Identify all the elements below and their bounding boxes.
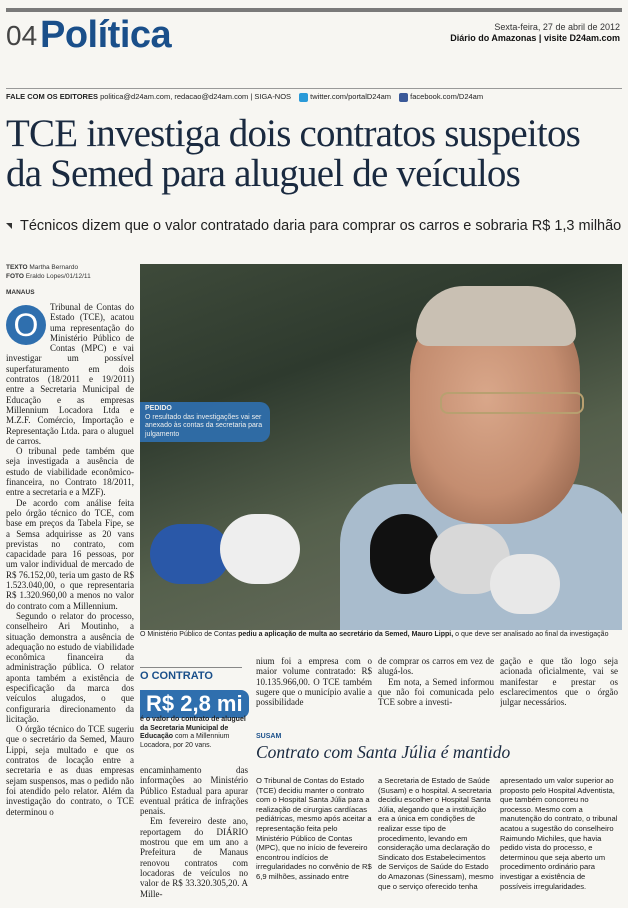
subhead xyxy=(6,218,622,234)
photo-caption xyxy=(140,631,622,640)
dropcap: O xyxy=(6,305,46,345)
sidebar-section: O CONTRATO xyxy=(140,667,242,682)
contact-emails[interactable]: politica@d24am.com, redacao@d24am.com | SIGA-NOS xyxy=(100,92,292,101)
contact-label: FALE COM OS EDITORES xyxy=(6,92,98,101)
dateline: MANAUS xyxy=(6,289,35,296)
article-column-2 xyxy=(140,765,248,905)
edition-date: Sexta-feira, 27 de abril de 2012 xyxy=(494,22,620,32)
paragraph: De acordo com análise feita pelo órgão técnico do TCE, com base em preços da Tabela Fipe, se a Semsa adquirisse as 20 vans previstas no contrato, com capacidade para 16 pessoas, por um valor individual de mercado de R$ 76.152,00, teria um gasto de R$ 1.523.040,00, o que representaria R$ 1.320.960,00 a menos no valor do contrato com a Millennium. xyxy=(6,497,134,611)
paragraph: gação e que tão logo seja acionada oficialmente, vai se manifestar e prestar os esclarecimentos que o órgão julgar necessários. xyxy=(500,656,618,708)
headline: TCE investiga dois contratos suspeitos da Semed para aluguel de veículos xyxy=(6,112,581,195)
microphone-icon xyxy=(490,554,560,614)
paragraph: O tribunal pede também que seja investigada a ausência de estudo de viabilidade econômico-financeira, no Contrato 18/2011, entre a secretaria e a MZF). xyxy=(6,446,134,498)
facebook-link[interactable]: facebook.com/D24am xyxy=(410,92,484,101)
photo-label: FOTO xyxy=(6,273,24,280)
susam-column-3: apresentado um valor superior ao proposto pelo Hospital Adventista, que também concorreu no processo. Mesmo com a manutenção do contrato, o tribunal acatou a sugestão do conselheiro Raimundo Michiles, que havia pedido vista do processo, e determinou que seja aberto um procedimento ordinário para investigar a existência de possíveis irregularidades. xyxy=(500,776,618,891)
triangle-icon xyxy=(6,223,12,229)
article-column-4 xyxy=(378,656,494,731)
facebook-icon xyxy=(399,93,408,102)
photo-glasses xyxy=(440,392,584,414)
callout-title: PEDIDO xyxy=(145,405,172,412)
paragraph: Em fevereiro deste ano, reportagem do DIÁRIO mostrou que em um ano a Prefeitura de Manaus renovou contratos com locadoras de veículos no valor de R$ 33.320.305,20. A Mille- xyxy=(140,816,248,899)
article-column-1 xyxy=(6,302,134,902)
callout-text: O resultado das investigações vai ser anexado às contas da secretaria para julgamento xyxy=(145,413,263,438)
microphone-icon xyxy=(150,524,230,584)
paragraph: Tribunal de Contas do Estado (TCE), acatou uma representação do Ministério Público de Contas (MPC) e vai investigar um possível superfaturamento em dois contratos (18/2011 e 19/2011) entre a Secretaria Municipal de Educação e as empresas Millennium Locadora Ltda e M.Z.F. Comércio, Importação e Representação Ltda. para o aluguel de carros. xyxy=(6,302,134,446)
sidebar-desc-rest: com a Millennium Locadora, por 20 vans. xyxy=(140,733,230,749)
photo-author: Eraldo Lopes/01/12/11 xyxy=(25,273,91,280)
microphone-icon xyxy=(220,514,300,584)
section-title: Política xyxy=(40,14,172,56)
paragraph: de comprar os carros em vez de alugá-los. xyxy=(378,656,494,677)
credits xyxy=(6,263,91,281)
sidebar-value: R$ 2,8 mi xyxy=(140,690,249,718)
article-column-3 xyxy=(256,656,372,731)
paragraph: Segundo o relator do processo, conselheiro Ari Moutinho, a situação demonstra a ausência de adequação no estudo de viabilidade econômica financeira da administração pública. O relator aponta também a existência de especificação da marca dos veículos alugados, o que configuraria direcionamento da licitação. xyxy=(6,610,134,724)
sidebar-desc xyxy=(140,716,248,750)
susam-title: Contrato com Santa Júlia é mantido xyxy=(256,742,511,762)
news-photo xyxy=(140,264,622,630)
susam-label: SUSAM xyxy=(256,733,282,740)
photo-hair xyxy=(416,286,576,346)
page-number: 04 xyxy=(6,20,38,51)
paper-name: Diário do Amazonas | visite D24am.com xyxy=(450,33,620,43)
caption-bold: pediu a aplicação de multa ao secretário da Semed, Mauro Lippi, xyxy=(238,631,454,638)
photo-callout xyxy=(140,402,270,442)
caption-end: o que deve ser analisado ao final da investigação xyxy=(455,631,609,638)
contact-bar xyxy=(6,88,622,102)
paragraph: Em nota, a Semed informou que não foi comunicada pelo TCE sobre a investi- xyxy=(378,676,494,708)
twitter-link[interactable]: twitter.com/portalD24am xyxy=(310,92,392,101)
subhead-text: Técnicos dizem que o valor contratado daria para comprar os carros e sobraria R$ 1,3 milhão xyxy=(20,218,622,234)
sidebar-desc-bold: é o valor do contrato de aluguel da Secretaria Municipal de Educação xyxy=(140,716,246,740)
paragraph: nium foi a empresa com o maior volume contratado: R$ 10.135.966,00. O TCE também sugere que o município avalie a possibilidade xyxy=(256,656,372,708)
paragraph: O órgão técnico do TCE sugeriu que o secretário da Semed, Mauro Lippi, seja multado e que os contratos de locação entre a secretaria e as duas empresas sejam suspensos, mas o pedido não foi atendido pelo relator. Além da investigação do contrato, o TCE determinou o xyxy=(6,724,134,817)
caption-start: O Ministério Público de Contas xyxy=(140,631,237,638)
text-label: TEXTO xyxy=(6,264,28,271)
article-column-5 xyxy=(500,656,618,731)
text-author: Martha Bernardo xyxy=(29,264,79,271)
susam-column-1: O Tribunal de Contas do Estado (TCE) decidiu manter o contrato com o Hospital Santa Júlia para a realização de cirurgias cardíacas pediátricas, mesmo após aceitar a representação feita pelo Ministério Público de Contas (MPC), que no início de fevereiro encontrou indícios de irregularidades no convênio de R$ 6,9 milhões, assinado entre xyxy=(256,776,372,881)
paragraph: encaminhamento das informações ao Ministério Público Estadual para apurar eventual prática de infrações penais. xyxy=(140,765,248,817)
twitter-icon xyxy=(299,93,308,102)
susam-column-2: a Secretaria de Estado de Saúde (Susam) e o hospital. A secretaria decidiu escolher o Hospital Santa Júlia, alegando que a instituição era a única em condições de realizar esse tipo de procedimento, levando em consideração uma declaração do Sindicato dos Estabelecimentos de Serviços de Saúde do Estado do Amazonas (Sinessam), mesmo que o serviço oferecido tenha xyxy=(378,776,494,891)
top-rule xyxy=(6,8,622,12)
